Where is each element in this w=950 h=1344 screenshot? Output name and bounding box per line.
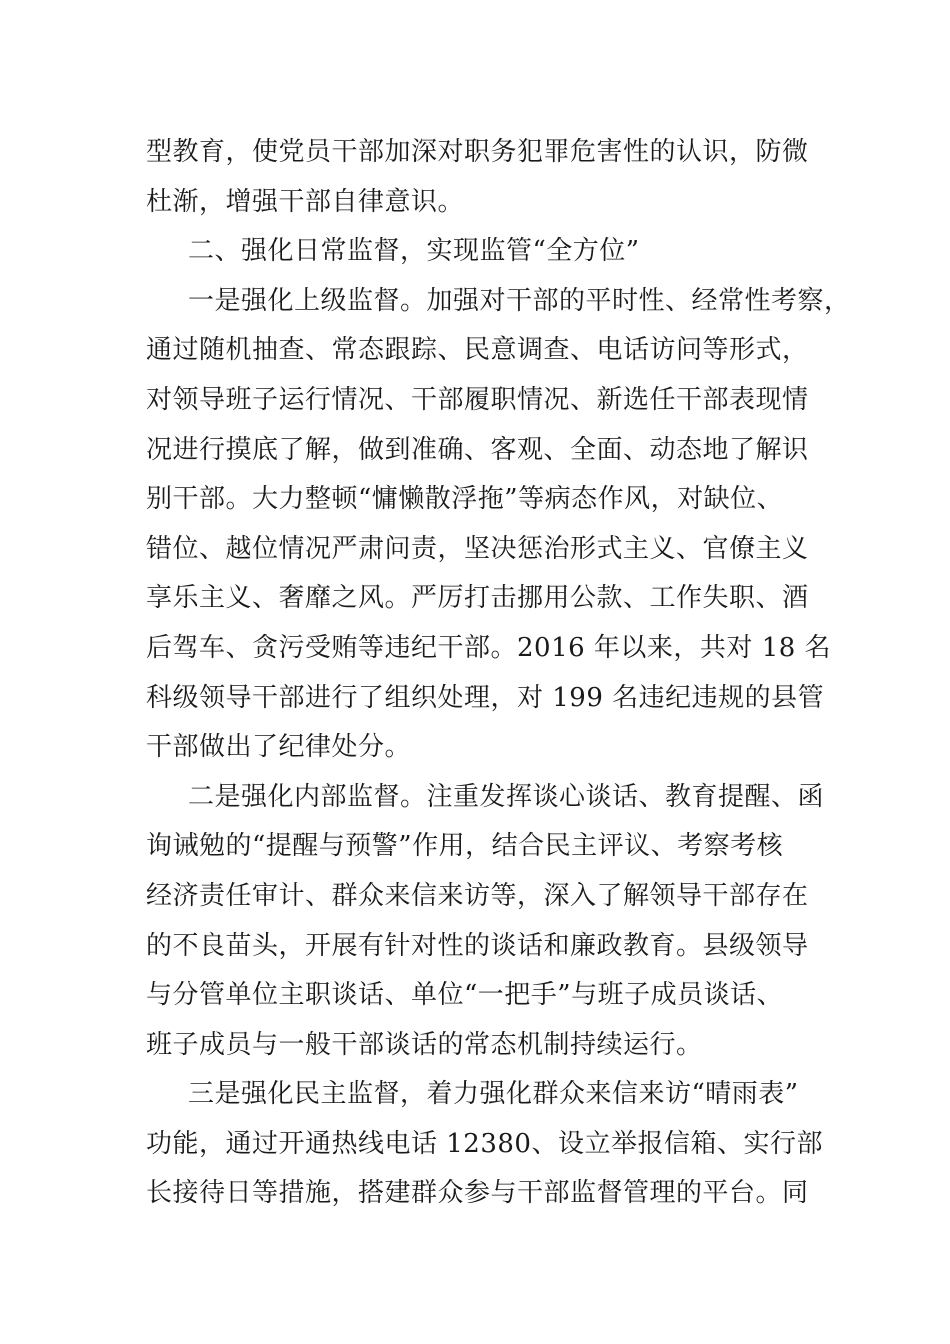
text-line: 经济责任审计、群众来信来访等，深入了解领导干部存在 [146,880,809,911]
text-line: 别干部。大力整顿“慵懒散浮拖”等病态作风，对缺位、 [146,484,784,515]
text-line: 通过随机抽查、常态跟踪、民意调查、电话访问等形式， [146,335,809,366]
text-line: 杜渐，增强干部自律意识。 [146,186,465,217]
section-heading: 二、强化日常监督，实现监管“全方位” [188,236,640,267]
text-line: 享乐主义、奢靡之风。严厉打击挪用公款、工作失职、酒 [146,583,809,614]
text-line: 与分管单位主职谈话、单位“一把手”与班子成员谈话、 [146,980,784,1011]
text-line: 班子成员与一般干部谈话的常态机制持续运行。 [146,1029,703,1060]
text-line: 后驾车、贪污受贿等违纪干部。2016 年以来，共对 18 名 [146,632,832,663]
text-line: 错位、越位情况严肃问责，坚决惩治形式主义、官僚主义 [146,533,809,564]
text-line: 况进行摸底了解，做到准确、客观、全面、动态地了解识 [146,434,809,465]
paragraph-start: 三是强化民主监督，着力强化群众来信来访“晴雨表” [188,1079,799,1110]
text-line: 询诫勉的“提醒与预警”作用，结合民主评议、考察考核 [146,831,784,862]
text-line: 型教育，使党员干部加深对职务犯罪危害性的认识，防微 [146,137,809,167]
paragraph-start: 二是强化内部监督。注重发挥谈心谈话、教育提醒、函 [188,781,825,812]
text-line: 干部做出了纪律处分。 [146,732,412,763]
text-line: 对领导班子运行情况、干部履职情况、新选任干部表现情 [146,384,809,415]
text-line: 长接待日等措施，搭建群众参与干部监督管理的平台。同 [146,1178,809,1209]
text-line: 功能，通过开通热线电话 12380、设立举报信箱、实行部 [146,1128,823,1159]
text-line: 科级领导干部进行了组织处理，对 199 名违纪违规的县管 [146,682,825,713]
text-line: 的不良苗头，开展有针对性的谈话和廉政教育。县级领导 [146,930,809,961]
paragraph-start: 一是强化上级监督。加强对干部的平时性、经常性考察， [188,285,851,316]
document-body [146,128,851,1219]
